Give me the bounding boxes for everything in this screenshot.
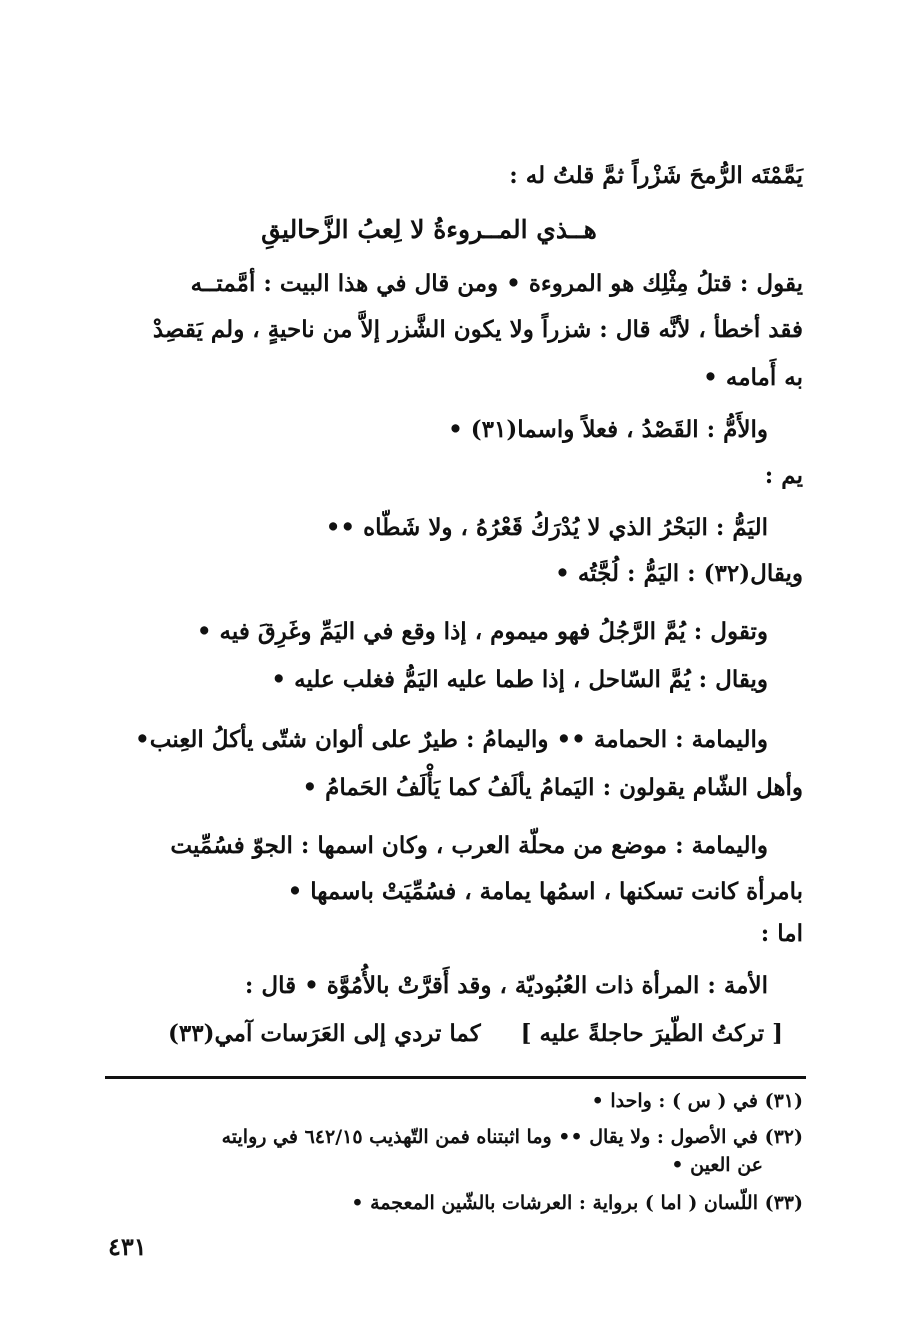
text-line: وتقول : يُمَّ الرَّجُلُ فهو ميموم ، إذا وقع في اليَمِّ وغَرِقَ فيه • (196, 618, 768, 645)
verse-hemistich-first: [ تركتُ الطّيرَ حاجلةً عليه ] (520, 1020, 783, 1047)
text-line: واليمامة : الحمامة •• واليمامُ : طيرٌ على ألوان شتّى يأكلُ العِنب• (135, 726, 768, 753)
footnote: (٣١) في ( س ) : واحدا • (591, 1090, 803, 1112)
text-line: يقول : قتلُ مِثْلِك هو المروءة • ومن قال في هذا البيت : أمَّمتــه (190, 270, 803, 297)
footnote: (٣٢) في الأصول : ولا يقال •• وما اثبتناه فمن التّهذيب ٦٤٢/١٥ في روايته (221, 1126, 803, 1148)
text-line: يَمَّمْتَه الرُّمحَ شَزْراً ثمَّ قلتُ له : (509, 162, 803, 189)
verse-heading: هــذي المــروءةُ لا لِعبُ الزَّحاليقِ (261, 215, 597, 244)
text-line: والأَمُّ : القَصْدُ ، فعلاً واسما(٣١) • (448, 416, 768, 443)
text-line: بامرأة كانت تسكنها ، اسمُها يمامة ، فسُمِّيَتْ باسمها • (287, 878, 803, 905)
text-line: ويقال : يُمَّ السّاحل ، إذا طما عليه اليَمُّ فغلب عليه • (271, 666, 768, 693)
text-line: به أَمامه • (703, 364, 803, 391)
verse-line (110, 1016, 783, 1052)
footnote: (٣٣) اللّسان ( اما ) برواية : العرشات بالشّين المعجمة • (351, 1192, 803, 1214)
text-line: الأمة : المرأة ذات العُبُوديّة ، وقد أَقرَّتْ بالأُمُوَّة • قال : (244, 972, 768, 999)
text-line: اليَمُّ : البَحْرُ الذي لا يُدْرَكُ قَعْرُهُ ، ولا شَطّاه •• (325, 514, 768, 541)
text-line: ويقال(٣٢) : اليَمُّ : لُجَّتُه • (555, 560, 803, 587)
footnote-divider (105, 1076, 806, 1079)
text-line: وأهل الشّام يقولون : اليَمامُ يألَفُ كما يَأْلَفُ الحَمامُ • (302, 774, 803, 801)
section-heading: اما : (760, 920, 803, 947)
section-heading: يم : (764, 462, 803, 489)
verse-hemistich-second: كما تردي إلى العَرَسات آمي(٣٣) (167, 1020, 481, 1047)
footnote-continuation: عن العين • (671, 1154, 763, 1176)
page-number: ٤٣١ (108, 1232, 147, 1261)
text-line: فقد أخطأ ، لأنَّه قال : شزراً ولا يكون الشَّزر إلاَّ من ناحيةٍ ، ولم يَقصِدْ (152, 316, 803, 343)
text-line: واليمامة : موضع من محلّة العرب ، وكان اسمها : الجوّ فسُمِّيت (170, 832, 768, 859)
